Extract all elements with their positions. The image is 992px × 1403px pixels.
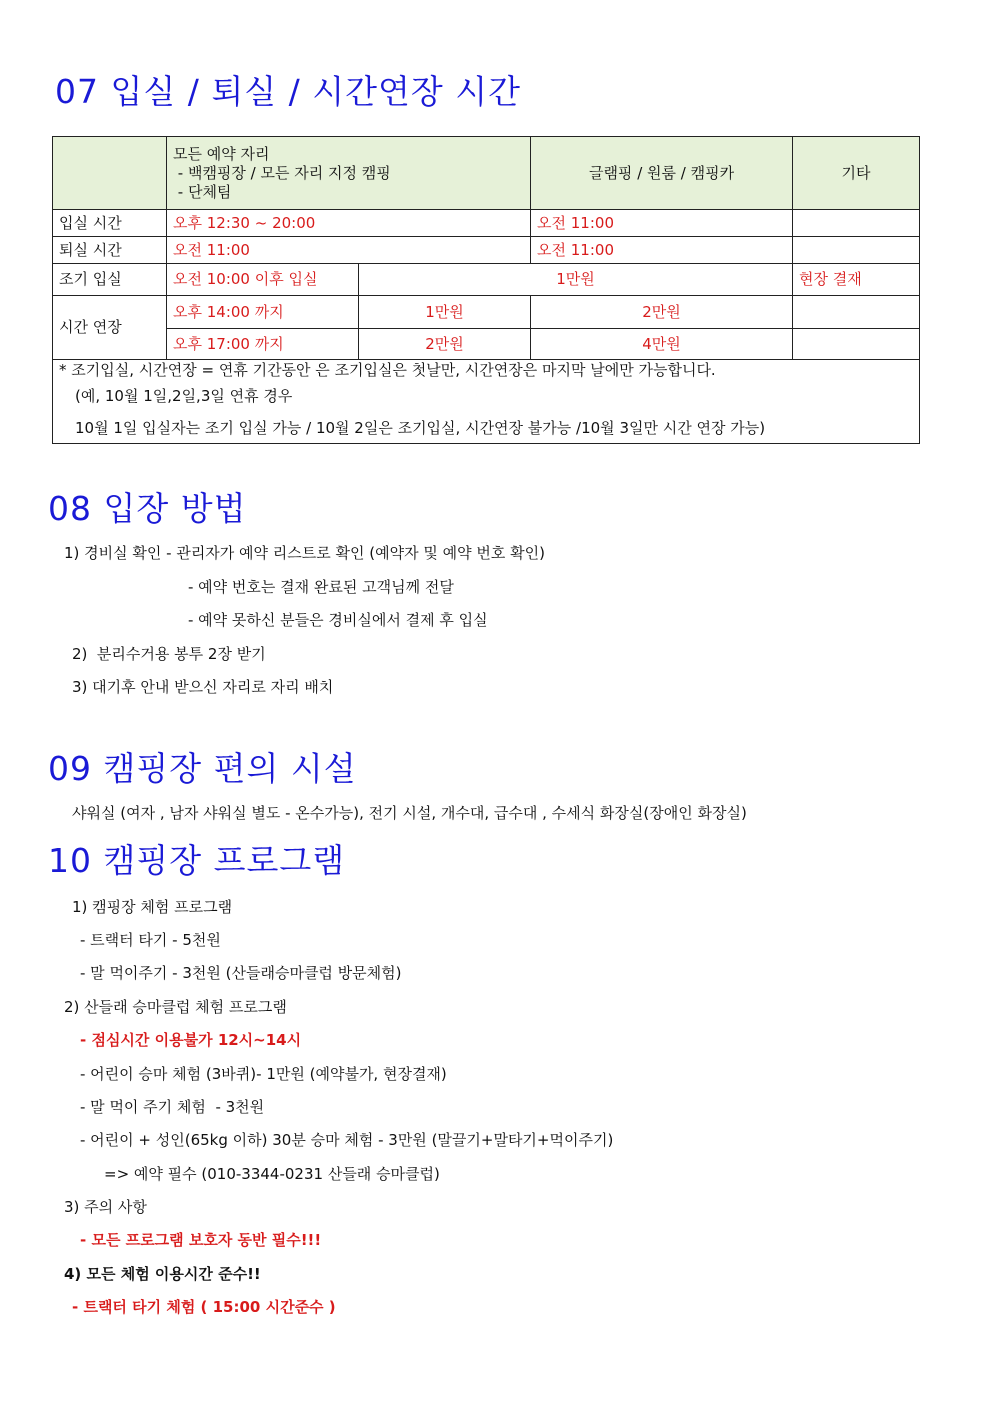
table-header-row: [53, 137, 920, 210]
extension-1-time: 오후 14:00 까지: [167, 296, 359, 329]
table-row: [53, 210, 920, 237]
checkin-value-glamping: 오전 11:00: [531, 210, 793, 237]
extension-2-price-glamping: 4만원: [531, 329, 793, 360]
program-line: - 어린이 + 성인(65kg 이하) 30분 승마 체험 - 3만원 (말끌기+말타기+먹이주기): [80, 1131, 614, 1149]
facilities-text: 샤워실 (여자 , 남자 샤워실 별도 - 온수가능), 전기 시설, 개수대, 급수대 , 수세식 화장실(장애인 화장실): [72, 804, 747, 822]
early-checkin-price: 1만원: [359, 264, 793, 296]
extension-1-price-all: 1만원: [359, 296, 531, 329]
program-line-warning: - 트랙터 타기 체험 ( 15:00 시간준수 ): [72, 1298, 336, 1316]
table-row: [53, 329, 920, 360]
note-line: 10월 1일 입실자는 조기 입실 가능 / 10월 2일은 조기입실, 시간연장 불가능 /10월 3일만 시간 연장 가능): [75, 419, 766, 437]
header-line: - 단체팀: [173, 182, 232, 201]
entry-step: 2) 분리수거용 봉투 2장 받기: [72, 645, 266, 663]
table-row: [53, 296, 920, 329]
entry-step: - 예약 못하신 분들은 경비실에서 결제 후 입실: [188, 611, 488, 629]
header-glamping: 글램핑 / 원룸 / 캠핑카: [531, 137, 793, 210]
table-row: [53, 237, 920, 264]
program-line: - 트랙터 타기 - 5천원: [80, 931, 221, 949]
checkout-label: 퇴실 시간: [53, 237, 167, 264]
program-line: - 말 먹이 주기 체험 - 3천원: [80, 1098, 265, 1116]
header-line: 모든 예약 자리: [173, 144, 270, 163]
header-empty-cell: [53, 137, 167, 210]
checkin-value-all: 오후 12:30 ~ 20:00: [167, 210, 531, 237]
header-line: - 백캠핑장 / 모든 자리 지정 캠핑: [173, 163, 391, 182]
empty-cell: [793, 237, 920, 264]
program-line-warning: - 점심시간 이용불가 12시~14시: [80, 1031, 302, 1049]
program-line: 2) 산들래 승마클럽 체험 프로그램: [64, 998, 287, 1016]
entry-step: 3) 대기후 안내 받으신 자리로 자리 배치: [72, 678, 334, 696]
extension-1-price-glamping: 2만원: [531, 296, 793, 329]
checkout-value-glamping: 오전 11:00: [531, 237, 793, 264]
table-row: [53, 264, 920, 296]
early-checkin-label: 조기 입실: [53, 264, 167, 296]
table-notes-row: [53, 360, 920, 444]
early-checkin-value: 오전 10:00 이후 입실: [167, 264, 359, 296]
checkin-table: [52, 136, 920, 444]
extension-label: 시간 연장: [53, 296, 167, 360]
section-08-title: 08 입장 방법: [48, 489, 247, 528]
program-line: 4) 모든 체험 이용시간 준수!!: [64, 1265, 261, 1283]
extension-2-price-all: 2만원: [359, 329, 531, 360]
empty-cell: [793, 210, 920, 237]
program-line-warning: - 모든 프로그램 보호자 동반 필수!!!: [80, 1231, 322, 1249]
header-other: 기타: [793, 137, 920, 210]
entry-step: - 예약 번호는 결재 완료된 고객님께 전달: [188, 578, 454, 596]
checkout-value-all: 오전 11:00: [167, 237, 531, 264]
program-line: - 말 먹이주기 - 3천원 (산들래승마클럽 방문체험): [80, 964, 402, 982]
program-line: 1) 캠핑장 체험 프로그램: [72, 898, 233, 916]
section-10-title: 10 캠핑장 프로그램: [48, 841, 346, 880]
entry-step: 1) 경비실 확인 - 관리자가 예약 리스트로 확인 (예약자 및 예약 번호 확인): [64, 544, 545, 562]
program-line: - 어린이 승마 체험 (3바퀴)- 1만원 (예약불가, 현장결재): [80, 1065, 447, 1083]
early-checkin-payment: 현장 결재: [793, 264, 920, 296]
empty-cell: [793, 296, 920, 329]
note-line: * 조기입실, 시간연장 = 연휴 기간동안 은 조기입실은 첫날만, 시간연장은 마지막 날에만 가능합니다.: [59, 361, 716, 379]
header-all-reservations: [167, 137, 531, 210]
section-09-title: 09 캠핑장 편의 시설: [48, 749, 357, 788]
note-line: (예, 10월 1일,2일,3일 연휴 경우: [75, 387, 293, 405]
section-07-title: 07 입실 / 퇴실 / 시간연장 시간: [55, 72, 521, 111]
checkin-label: 입실 시간: [53, 210, 167, 237]
program-line: => 예약 필수 (010-3344-0231 산들래 승마클럽): [104, 1165, 440, 1183]
empty-cell: [793, 329, 920, 360]
program-line: 3) 주의 사항: [64, 1198, 147, 1216]
extension-2-time: 오후 17:00 까지: [167, 329, 359, 360]
table-notes: [53, 360, 920, 444]
